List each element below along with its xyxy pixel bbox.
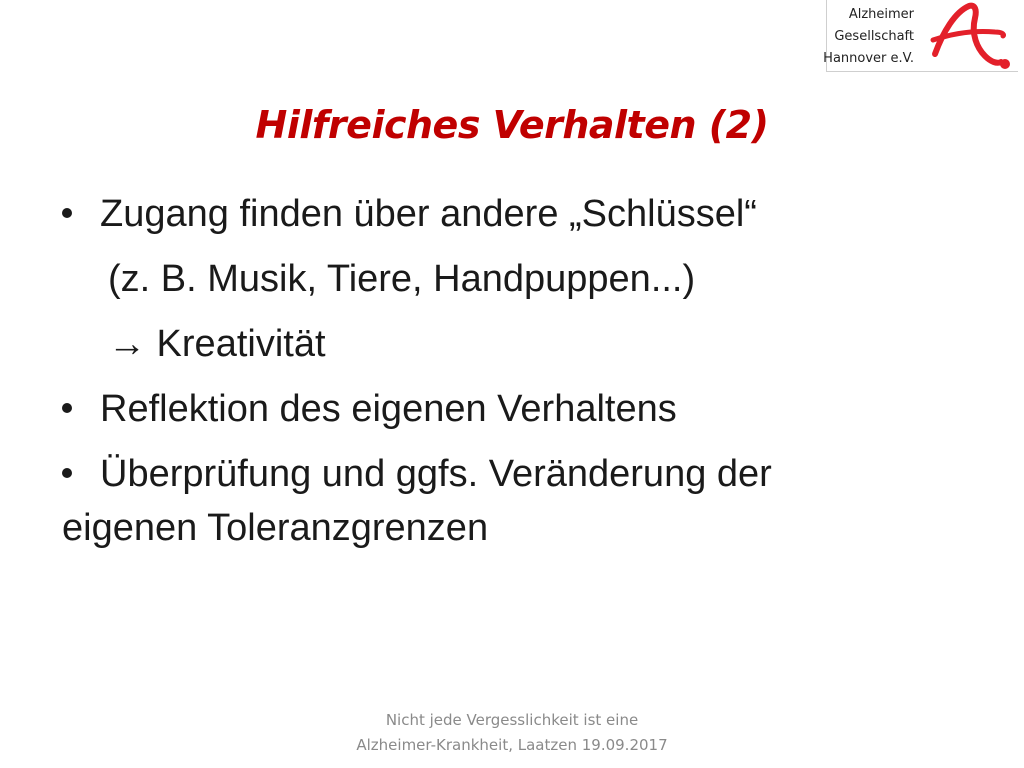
footer-line-2: Alzheimer-Krankheit, Laatzen 19.09.2017 (356, 736, 668, 754)
bullet-1-line-2: (z. B. Musik, Tiere, Handpuppen...) (108, 258, 696, 300)
bullet-2-text: Reflektion des eigenen Verhaltens (100, 388, 677, 430)
slide-title: Hilfreiches Verhalten (2) (255, 103, 769, 147)
bullet-1-line-3: → Kreativität (108, 323, 326, 365)
logo-text (823, 4, 914, 70)
footer-line-1: Nicht jede Vergesslichkeit ist eine (385, 711, 639, 729)
bullet-icon (62, 208, 72, 218)
bullet-1-text: Zugang finden über andere „Schlüssel“ (100, 193, 757, 235)
bullet-1-line-1 (62, 192, 757, 236)
bullet-2-line-1 (62, 387, 677, 431)
alzheimer-logo-icon (925, 2, 1017, 70)
logo-line-1: Alzheimer (848, 7, 914, 22)
bullet-3-line-2: eigenen Toleranzgrenzen (62, 507, 489, 549)
logo (823, 0, 1018, 72)
bullet-icon (62, 403, 72, 413)
logo-line-3: Hannover e.V. (823, 51, 914, 66)
footer (0, 708, 1024, 758)
bullet-3-text: Überprüfung und ggfs. Veränderung der (100, 453, 772, 495)
bullet-3-line-1 (62, 452, 772, 496)
bullet-icon (62, 468, 72, 478)
logo-line-2: Gesellschaft (834, 29, 914, 44)
